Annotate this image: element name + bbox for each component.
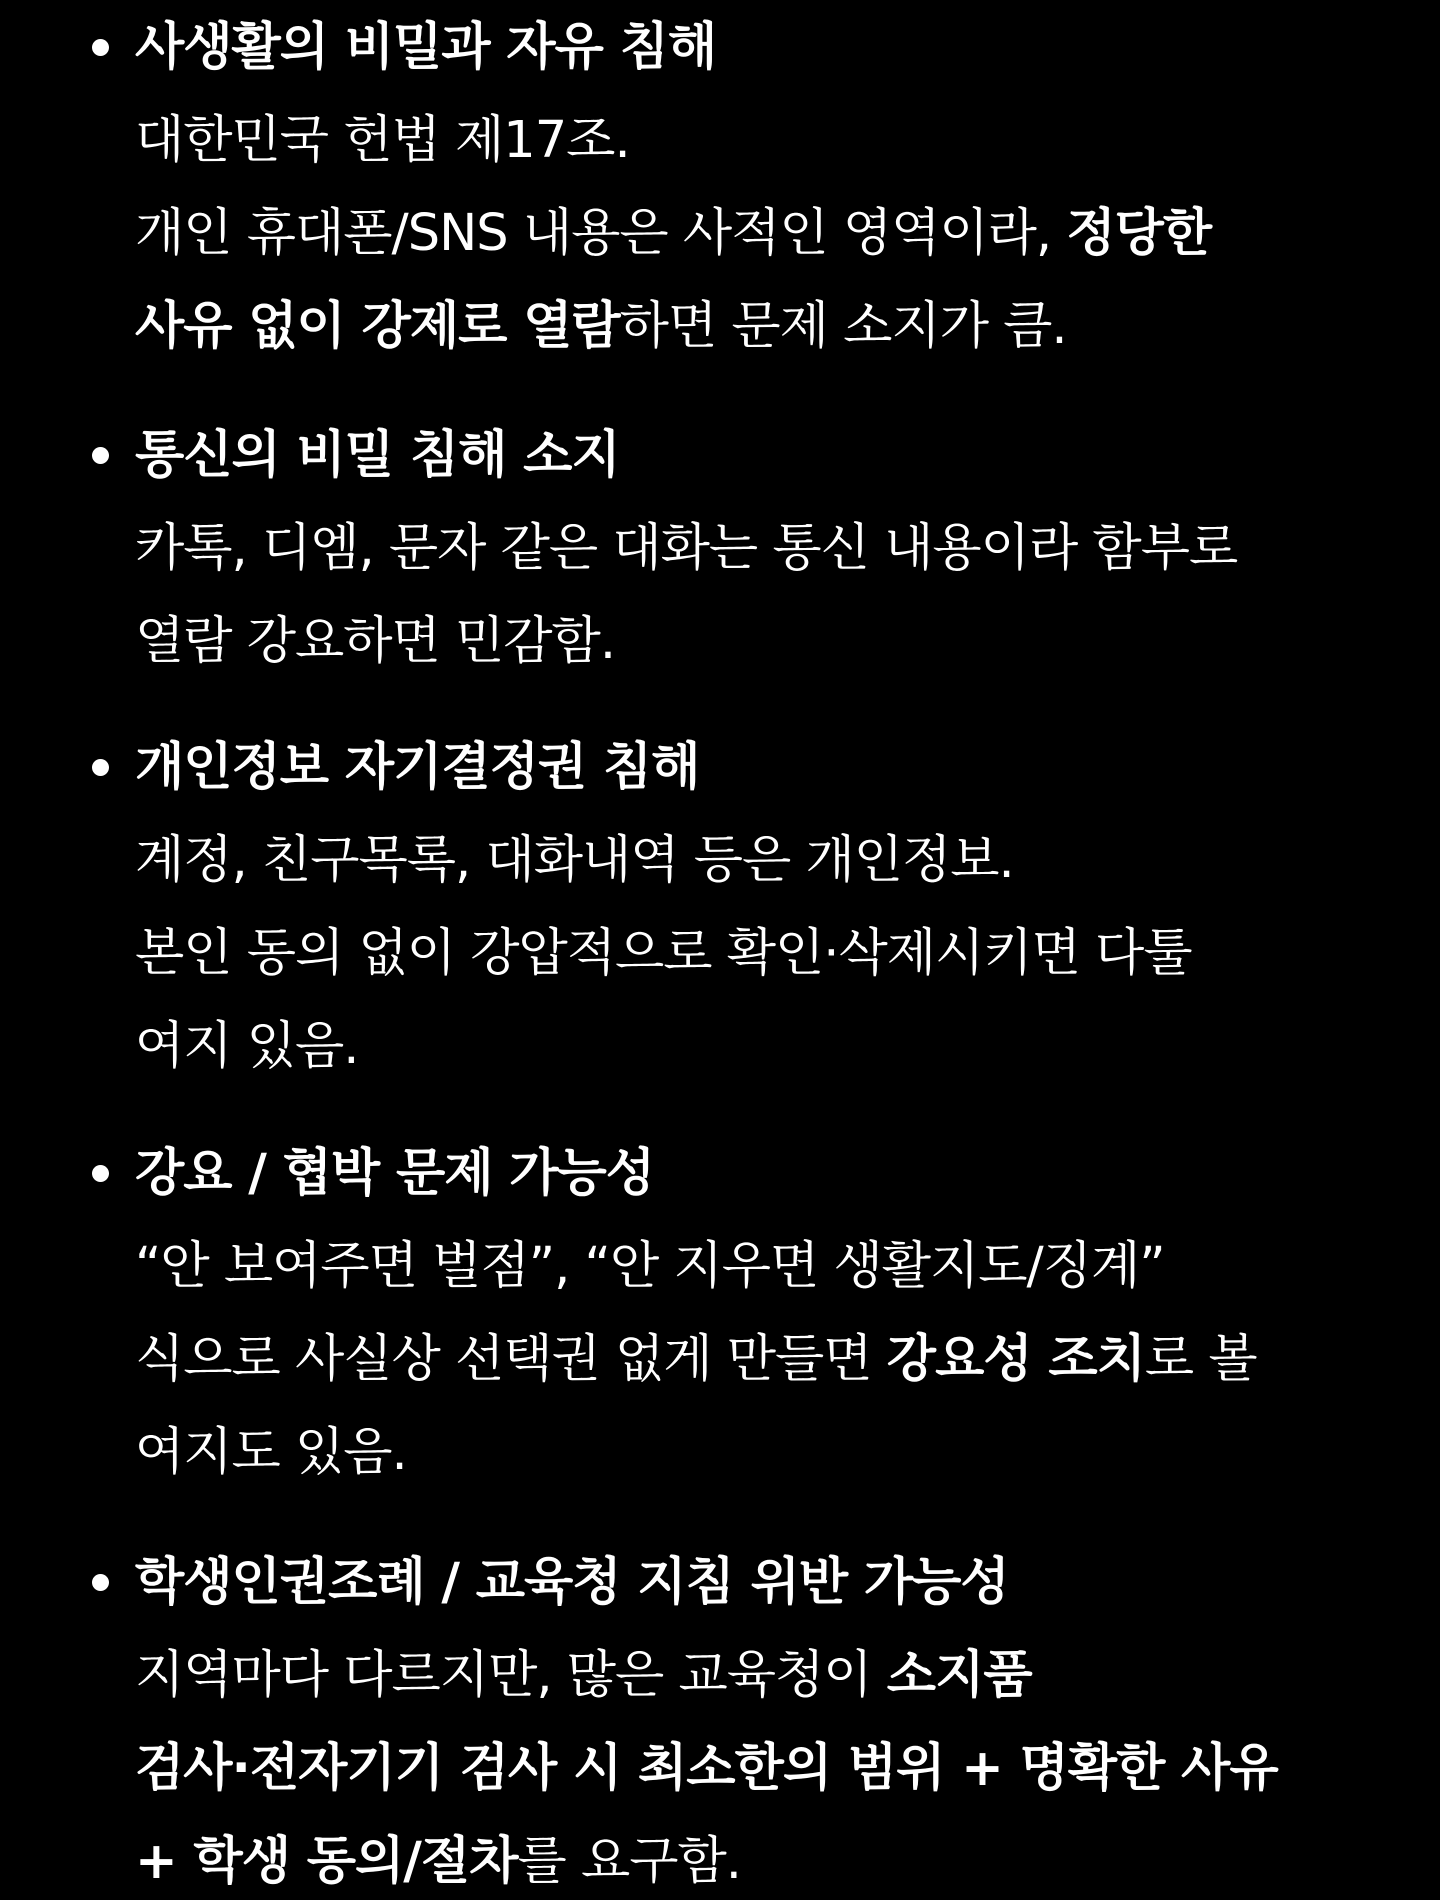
bullet-body-line <box>135 519 1237 579</box>
emphasis-text: 사유 없이 강제로 열람 <box>135 297 620 356</box>
bullet-body-line <box>135 924 1192 984</box>
body-text: 를 요구함. <box>517 1832 741 1891</box>
body-text: 지역마다 다르지만, 많은 교육청이 <box>135 1646 887 1705</box>
bullet-body-line <box>135 111 630 171</box>
body-text: 대한민국 헌법 제17조. <box>135 111 630 170</box>
bullet-body-line <box>135 297 1067 357</box>
body-text: 계정, 친구목록, 대화내역 등은 개인정보. <box>135 831 1014 890</box>
bullet-dot-icon <box>92 1165 109 1182</box>
bullet-dot-icon <box>92 447 109 464</box>
body-text: 식으로 사실상 선택권 없게 만들면 <box>135 1330 887 1389</box>
bullet-heading: 학생인권조례 / 교육청 지침 위반 가능성 <box>135 1553 1009 1612</box>
bullet-body-line <box>135 204 1211 264</box>
bullet-body-line <box>135 1646 1032 1706</box>
body-text: 개인 휴대폰/SNS 내용은 사적인 영역이라, <box>135 204 1067 263</box>
bullet-body-line <box>135 1017 359 1077</box>
body-text: 여지도 있음. <box>135 1423 407 1482</box>
emphasis-text: 소지품 <box>886 1646 1032 1705</box>
emphasis-text: 강요성 조치 <box>886 1330 1145 1389</box>
emphasis-text: + 학생 동의/절차 <box>135 1832 518 1891</box>
bullet-heading: 개인정보 자기결정권 침해 <box>135 738 700 797</box>
body-text: 로 볼 <box>1144 1330 1257 1389</box>
bullet-body-line <box>135 1423 407 1483</box>
body-text: 하면 문제 소지가 큼. <box>619 297 1067 356</box>
bullet-body-line <box>135 1832 741 1892</box>
bullet-body-line <box>135 1739 1278 1799</box>
emphasis-text: 검사·전자기기 검사 시 최소한의 범위 + 명확한 사유 <box>135 1739 1278 1798</box>
bullet-dot-icon <box>92 39 109 56</box>
bullet-body-line <box>135 1330 1257 1390</box>
bullet-heading: 사생활의 비밀과 자유 침해 <box>135 18 717 77</box>
body-text: 열람 강요하면 민감함. <box>135 612 616 671</box>
emphasis-text: 정당한 <box>1066 204 1212 263</box>
bullet-heading: 통신의 비밀 침해 소지 <box>135 426 620 485</box>
bullet-dot-icon <box>92 759 109 776</box>
body-text: 본인 동의 없이 강압적으로 확인·삭제시키면 다툴 <box>135 924 1192 983</box>
bullet-heading: 강요 / 협박 문제 가능성 <box>135 1144 655 1203</box>
body-text: 카톡, 디엠, 문자 같은 대화는 통신 내용이라 함부로 <box>135 519 1238 578</box>
body-text: 여지 있음. <box>135 1017 359 1076</box>
bullet-body-line <box>135 612 615 672</box>
body-text: “안 보여주면 벌점”, “안 지우면 생활지도/징계” <box>135 1237 1165 1296</box>
bullet-dot-icon <box>92 1574 109 1591</box>
bullet-body-line <box>135 1237 1165 1297</box>
bullet-body-line <box>135 831 1014 891</box>
